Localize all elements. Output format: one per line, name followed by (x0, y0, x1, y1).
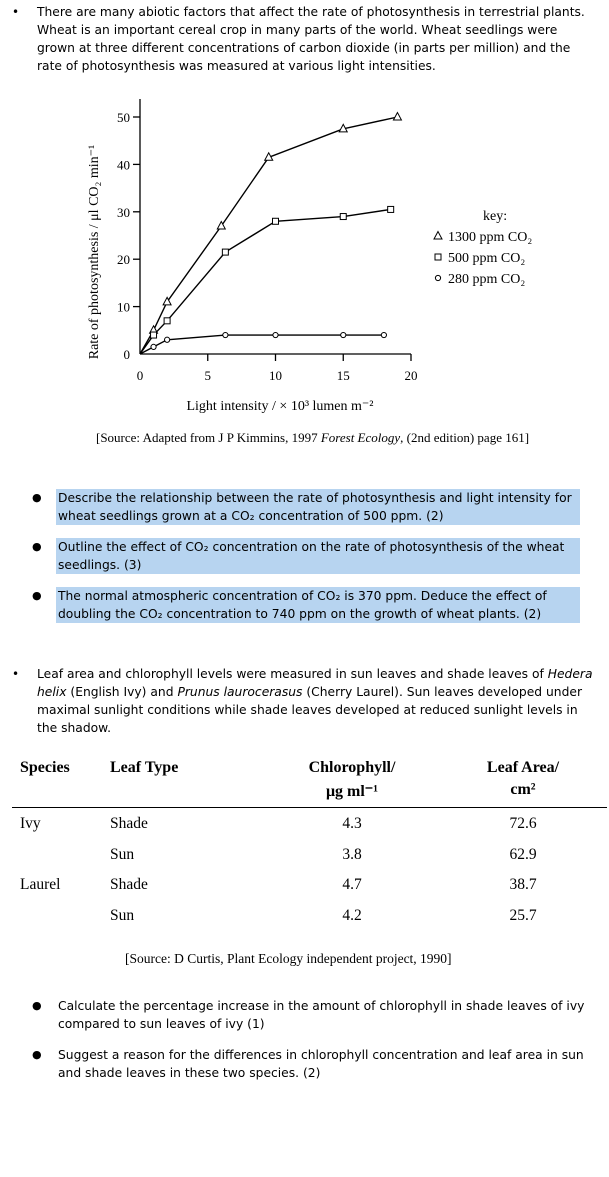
species-name-2: Prunus laurocerasus (177, 685, 303, 699)
data-point-square (222, 249, 228, 255)
data-point-circle (381, 332, 386, 337)
y-tick-label: 30 (117, 204, 130, 220)
q2-part1: Leaf area and chlorophyll levels were measured in sun leaves and shade leaves of (37, 667, 548, 681)
question-1 (12, 3, 597, 75)
legend-label: 1300 ppm CO₂ (448, 230, 533, 245)
y-tick-label: 50 (117, 110, 130, 125)
data-point-circle (165, 337, 170, 342)
x-tick-label: 20 (404, 368, 418, 383)
legend-label: 280 ppm CO₂ (448, 272, 526, 287)
q2-part2: (English Ivy) and (66, 685, 178, 699)
cell-leaf-type: Sun (110, 846, 135, 863)
question-2-text (37, 665, 597, 737)
data-point-square (273, 218, 279, 224)
y-axis-label: Rate of photosynthesis / μl CO₂ min⁻¹ (87, 144, 102, 360)
data-point-circle (151, 344, 156, 349)
bullet: ● (32, 1048, 42, 1061)
chart-source (96, 430, 529, 446)
species-name-1: Hedera helix (37, 667, 593, 699)
subquestion-1b-line2: seedlings. (3) (56, 556, 580, 574)
legend-marker-square (435, 254, 441, 260)
source-suffix: , (2nd edition) page 161] (400, 430, 530, 445)
cell-species: Laurel (20, 876, 61, 893)
cell-chlorophyll: 3.8 (342, 846, 362, 863)
header-species: Species (20, 759, 70, 776)
subquestion-2a (32, 997, 592, 1033)
cell-area: 72.6 (509, 815, 537, 832)
x-tick-label: 10 (269, 368, 282, 383)
x-tick-label: 5 (204, 368, 211, 383)
subquestion-1a-line1: Describe the relationship between the rate of photosynthesis and light intensity for (56, 489, 580, 507)
photosynthesis-chart (80, 82, 560, 422)
header-rule (12, 807, 607, 808)
legend-marker-circle (435, 275, 440, 280)
cell-leaf-type: Sun (110, 907, 135, 924)
legend-label: 500 ppm CO₂ (448, 251, 526, 266)
bullet: ● (32, 540, 42, 553)
bullet: ● (32, 999, 42, 1012)
cell-chlorophyll: 4.2 (342, 907, 362, 924)
legend-marker-triangle (434, 232, 442, 240)
y-tick-label: 20 (117, 252, 130, 268)
source-title: Forest Ecology (320, 430, 401, 445)
series-line-square (140, 209, 391, 354)
subquestion-2a-text: Calculate the percentage increase in the amount of chlorophyll in shade leaves of ivy compared to sun leaves of ivy (1) (58, 999, 585, 1031)
data-point-square (164, 318, 170, 324)
header-leaf-area: Leaf Area/ (486, 759, 560, 776)
data-point-circle (273, 332, 278, 337)
header-chlorophyll-unit: μg ml⁻¹ (325, 783, 379, 800)
cell-chlorophyll: 4.7 (342, 876, 362, 893)
cell-species: Ivy (20, 815, 41, 832)
series-line-circle (140, 335, 384, 354)
question-2 (12, 665, 597, 737)
cell-area: 38.7 (509, 876, 537, 893)
chart-svg (80, 82, 560, 422)
cell-chlorophyll: 4.3 (342, 815, 362, 832)
y-tick-label: 40 (117, 157, 130, 173)
data-point-square (388, 206, 394, 212)
bullet: • (12, 667, 20, 681)
y-tick-label: 10 (117, 299, 130, 315)
x-tick-label: 0 (136, 368, 144, 383)
header-leaf-area-unit: cm² (510, 781, 536, 798)
subquestion-1c-line1: The normal atmospheric concentration of CO₂ is 370 ppm. Deduce the effect of (56, 587, 580, 605)
header-chlorophyll: Chlorophyll/ (308, 759, 396, 776)
subquestion-1b-line1: Outline the effect of CO₂ concentration on the rate of photosynthesis of the wheat (56, 538, 580, 556)
data-point-triangle (393, 113, 401, 121)
q2-part3: (Cherry Laurel). Sun leaves developed under maximal sunlight conditions while shade leaves developed at reduced sunlight levels in the shadow. (37, 685, 582, 735)
x-axis-label: Light intensity / × 10³ lumen m⁻² (186, 399, 374, 414)
subquestion-1a-line2: wheat seedlings grown at a CO₂ concentration of 500 ppm. (2) (56, 507, 580, 525)
data-point-circle (341, 332, 346, 337)
y-tick-label: 0 (123, 347, 130, 362)
subquestion-1c-line2: doubling the CO₂ concentration to 740 ppm on the growth of wheat plants. (2) (56, 605, 580, 623)
cell-leaf-type: Shade (110, 876, 148, 893)
bullet: ● (32, 589, 42, 602)
x-tick-label: 15 (336, 368, 350, 383)
data-point-square (151, 332, 157, 338)
cell-leaf-type: Shade (110, 815, 148, 832)
bullet: • (12, 5, 20, 19)
question-1-text: There are many abiotic factors that affect the rate of photosynthesis in terrestrial plants. Wheat is an important cereal crop in many parts of the world. Wheat seedlings were grown at three different concentrations of carbon dioxide (in parts per million) and the rate of photosynthesis was measured at various light intensities. (37, 5, 585, 73)
data-point-circle (223, 332, 228, 337)
subquestion-2b-text: Suggest a reason for the differences in chlorophyll concentration and leaf area in sun and shade leaves in these two species. (2) (58, 1048, 584, 1080)
bullet: ● (32, 491, 42, 504)
source-prefix: [Source: Adapted from J P Kimmins, 1997 (96, 430, 321, 445)
header-leaf-type: Leaf Type (110, 759, 179, 776)
cell-area: 25.7 (509, 907, 537, 924)
table-source: [Source: D Curtis, Plant Ecology independent project, 1990] (125, 951, 452, 966)
legend-title: key: (483, 209, 508, 224)
cell-area: 62.9 (509, 846, 537, 863)
subquestion-2b (32, 1046, 592, 1082)
data-point-square (340, 214, 346, 220)
